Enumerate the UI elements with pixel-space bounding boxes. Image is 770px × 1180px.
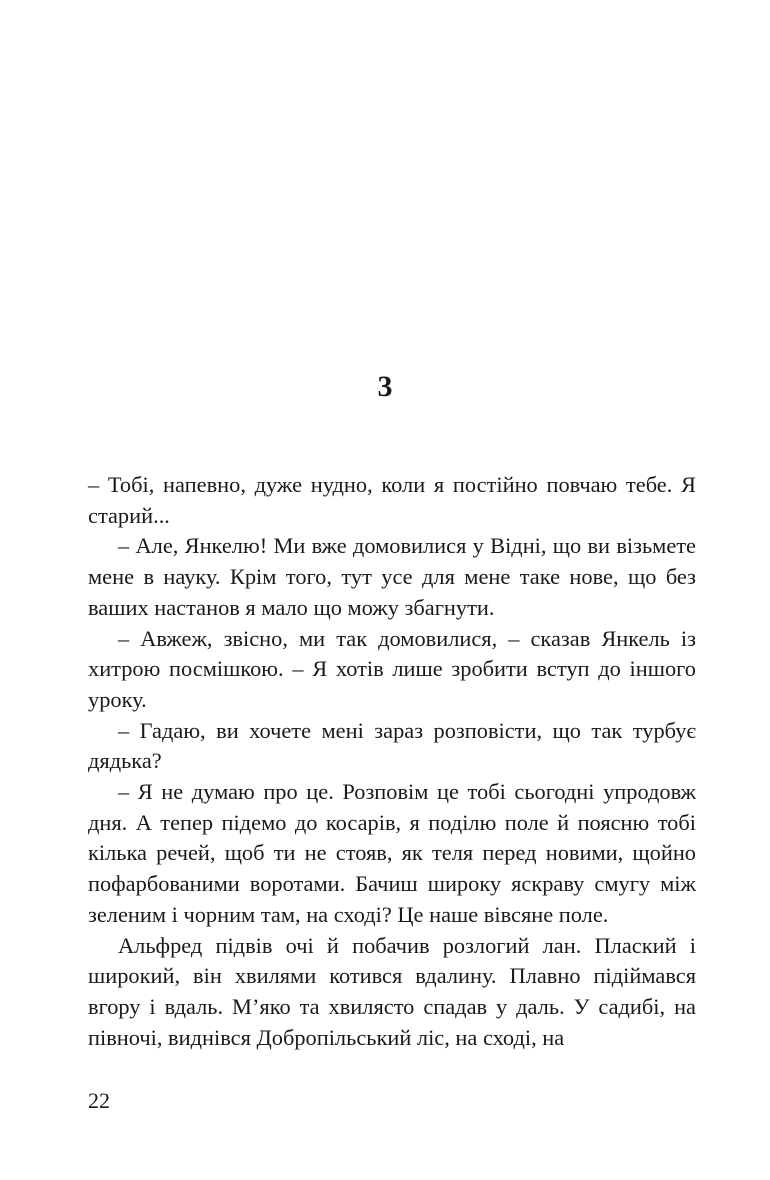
paragraph: – Тобі, напевно, дуже нудно, коли я постійно повчаю тебе. Я старий... bbox=[88, 472, 696, 528]
paragraph: – Авжеж, звісно, ми так домовилися, – сказав Янкель із хитрою посмішкою. – Я хотів лише зробити вступ до іншого уроку. bbox=[88, 625, 696, 712]
page-number: 22 bbox=[88, 1088, 110, 1113]
paragraph: Альфред підвів очі й побачив розлогий лан. Плаский і широкий, він хвилями котився вдалину. Плавно підіймався вгору і вдаль. М’яко та хвилясто спадав у даль. У садибі, на півночі, виднівся Добропільський ліс, на сході, на bbox=[88, 932, 696, 1050]
body-text bbox=[88, 470, 696, 1053]
paragraph: – Я не думаю про це. Розповім це тобі сьогодні упродовж дня. А тепер підемо до косарів, я поділю поле й поясню тобі кілька речей, щоб ти не стояв, як теля перед новими, щойно пофарбованими воротами. Бачиш широку яскраву смугу між зеленим і чорним там, на сході? Це наше вівсяне поле. bbox=[88, 779, 696, 927]
paragraph: – Але, Янкелю! Ми вже домовилися у Відні, що ви візьмете мене в науку. Крім того, тут усе для мене таке нове, що без ваших настанов я мало що можу збагнути. bbox=[88, 533, 696, 620]
chapter-number: 3 bbox=[377, 370, 393, 403]
paragraph: – Гадаю, ви хочете мені зараз розповісти, що так турбує дядька? bbox=[88, 717, 696, 774]
